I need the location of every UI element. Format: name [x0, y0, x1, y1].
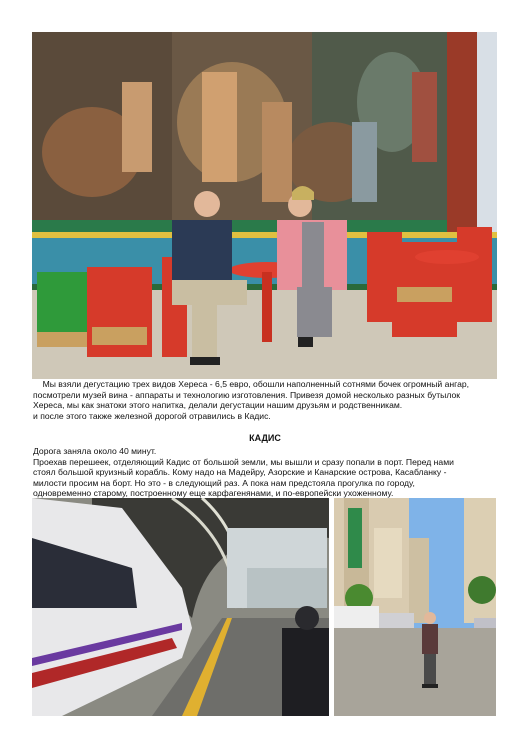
top-photo: [32, 32, 497, 379]
cadiz-square-photo: [334, 498, 496, 716]
caption-line: Мы взяли дегустацию трех видов Хереса - 6,5 евро, обошли наполненный сотнями бочек огромный ангар,: [33, 379, 470, 389]
photo-caption: [33, 379, 497, 421]
body-line: Дорога заняла около 40 минут.: [33, 446, 157, 456]
caption-line: Хереса, мы как знатоки этого напитка, делали дегустации нашим друзьям и родственникам.: [33, 400, 403, 411]
caption-line: посмотрели музей вина - аппараты и технологию изготовления. Привезя домой несколько разных бутылок: [33, 389, 461, 400]
train-station-photo: [32, 498, 329, 716]
body-line: стоял большой круизный корабль. Кому надо на Мадейру, Азорские и Канарские острова, Касабланку -: [33, 467, 447, 478]
body-text: [33, 446, 497, 499]
body-line: милости просим на борт. Но это - в следующий раз. А пока нам предстояла прогулка по городу,: [33, 477, 415, 488]
caption-line: и после этого также железной дорогой отравились в Кадис.: [33, 410, 271, 421]
body-line: одновременно старому, построенному еще карфагенянами, и по-европейски ухоженному.: [33, 488, 394, 499]
body-line: Проехав перешеек, отделяющий Кадис от большой земли, мы вышли и сразу попали в порт. Перед нами: [33, 456, 454, 467]
section-heading: КАДИС: [249, 433, 281, 443]
